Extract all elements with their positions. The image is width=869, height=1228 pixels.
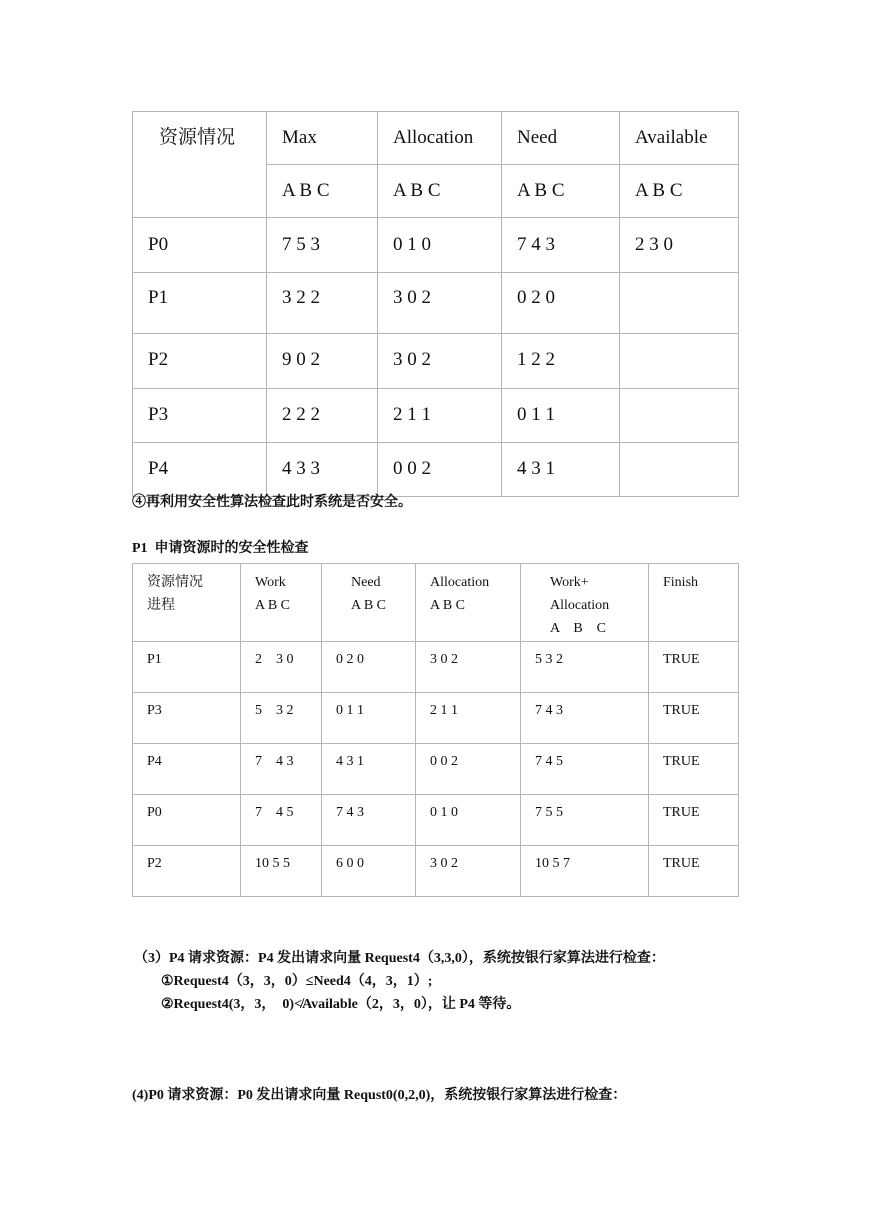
table-cell: P0 xyxy=(133,795,241,846)
header-need xyxy=(322,564,416,642)
header-line: 资源情况 xyxy=(147,575,203,590)
table-cell xyxy=(620,389,739,443)
header-line: A B C xyxy=(255,598,291,613)
header-line: Allocation xyxy=(430,575,490,590)
table-cell xyxy=(620,273,739,334)
header-line: Need xyxy=(351,575,381,590)
table-cell: 0 0 2 xyxy=(378,443,502,497)
table-cell: 7 5 5 xyxy=(521,795,649,846)
table-cell: 4 3 1 xyxy=(322,744,416,795)
section3-line1: （3）P4 请求资源：P4 发出请求向量 Request4（3,3,0），系统按银行家算法进行检查： xyxy=(134,951,665,966)
table-cell: 3 0 2 xyxy=(378,273,502,334)
table-cell: 2 3 0 xyxy=(241,642,322,693)
table-row xyxy=(133,334,739,389)
table-cell: P1 xyxy=(133,273,267,334)
table-row xyxy=(133,389,739,443)
table-row xyxy=(133,218,739,273)
table-row xyxy=(133,693,739,744)
table-cell: P2 xyxy=(133,334,267,389)
table-cell: 2 2 2 xyxy=(267,389,378,443)
table-cell: 9 0 2 xyxy=(267,334,378,389)
header-max: Max xyxy=(267,112,378,165)
table-cell: TRUE xyxy=(649,795,739,846)
table-cell: 7 5 3 xyxy=(267,218,378,273)
header-resource-status: 资源情况 xyxy=(133,112,267,218)
table-cell: 10 5 7 xyxy=(521,846,649,897)
table-cell: 10 5 5 xyxy=(241,846,322,897)
table-cell: 7 4 5 xyxy=(241,795,322,846)
table-cell: 0 1 0 xyxy=(416,795,521,846)
table-cell: P4 xyxy=(133,744,241,795)
table-row xyxy=(133,795,739,846)
table-cell: 3 2 2 xyxy=(267,273,378,334)
table-cell: 0 2 0 xyxy=(322,642,416,693)
table-cell xyxy=(620,334,739,389)
section4-line1: (4)P0 请求资源：P0 发出请求向量 Requst0(0,2,0)，系统按银行家算法进行检查： xyxy=(132,1088,627,1103)
table-cell: 0 1 1 xyxy=(502,389,620,443)
header-need: Need xyxy=(502,112,620,165)
table-row xyxy=(133,744,739,795)
table-cell: 4 3 3 xyxy=(267,443,378,497)
table-row xyxy=(133,443,739,497)
table-cell: 2 1 1 xyxy=(378,389,502,443)
table-cell: TRUE xyxy=(649,744,739,795)
table-cell: 3 0 2 xyxy=(378,334,502,389)
table-cell: TRUE xyxy=(649,846,739,897)
table-cell: 0 1 1 xyxy=(322,693,416,744)
header-line: A B C xyxy=(550,621,607,636)
header-work xyxy=(241,564,322,642)
table-cell: P1 xyxy=(133,642,241,693)
table-cell: P3 xyxy=(133,693,241,744)
table-cell: 1 2 2 xyxy=(502,334,620,389)
header-line: Finish xyxy=(663,575,699,590)
header-line: A B C xyxy=(351,598,387,613)
step4-paragraph: ④再利用安全性算法检查此时系统是否安全。 xyxy=(132,495,412,510)
table-cell: TRUE xyxy=(649,693,739,744)
safety-check-title: P1 申请资源时的安全性检查 xyxy=(132,541,309,556)
table-cell: 7 4 3 xyxy=(502,218,620,273)
table-cell: 0 1 0 xyxy=(378,218,502,273)
table-cell: 0 0 2 xyxy=(416,744,521,795)
header-work-plus-allocation xyxy=(521,564,649,642)
table-cell: 4 3 1 xyxy=(502,443,620,497)
table-cell: P2 xyxy=(133,846,241,897)
table-cell: 7 4 5 xyxy=(521,744,649,795)
table-cell: 6 0 0 xyxy=(322,846,416,897)
table-cell: P3 xyxy=(133,389,267,443)
header-available: Available xyxy=(620,112,739,165)
table-cell: 3 0 2 xyxy=(416,846,521,897)
table-cell: 2 3 0 xyxy=(620,218,739,273)
table-row xyxy=(133,273,739,334)
table-row xyxy=(133,642,739,693)
subheader-cell: A B C xyxy=(502,165,620,218)
table-cell: TRUE xyxy=(649,642,739,693)
table-cell: 0 2 0 xyxy=(502,273,620,334)
header-allocation: Allocation xyxy=(378,112,502,165)
table-cell: 2 1 1 xyxy=(416,693,521,744)
table-cell: 5 3 2 xyxy=(241,693,322,744)
header-line: Work xyxy=(255,575,286,590)
subheader-cell: A B C xyxy=(378,165,502,218)
header-finish xyxy=(649,564,739,642)
table-cell: 5 3 2 xyxy=(521,642,649,693)
table-cell: 7 4 3 xyxy=(241,744,322,795)
table-cell: P0 xyxy=(133,218,267,273)
header-line: A B C xyxy=(430,598,466,613)
subheader-cell: A B C xyxy=(267,165,378,218)
section3-line2: ①Request4（3，3，0）≤Need4（4，3，1）; xyxy=(161,974,433,989)
header-line: Work+ xyxy=(550,575,589,590)
table-row xyxy=(133,846,739,897)
section3-line3: ②Request4(3，3， 0)≮Available（2，3，0），让 P4 等待。 xyxy=(161,997,521,1012)
header-process xyxy=(133,564,241,642)
table-cell: 7 4 3 xyxy=(521,693,649,744)
header-allocation xyxy=(416,564,521,642)
header-line: Allocation xyxy=(550,598,610,613)
safety-check-table xyxy=(132,563,739,897)
header-line: 进程 xyxy=(147,598,175,613)
table-cell: P4 xyxy=(133,443,267,497)
table-cell xyxy=(620,443,739,497)
subheader-cell: A B C xyxy=(620,165,739,218)
resource-table xyxy=(132,111,739,497)
table-cell: 3 0 2 xyxy=(416,642,521,693)
table-cell: 7 4 3 xyxy=(322,795,416,846)
